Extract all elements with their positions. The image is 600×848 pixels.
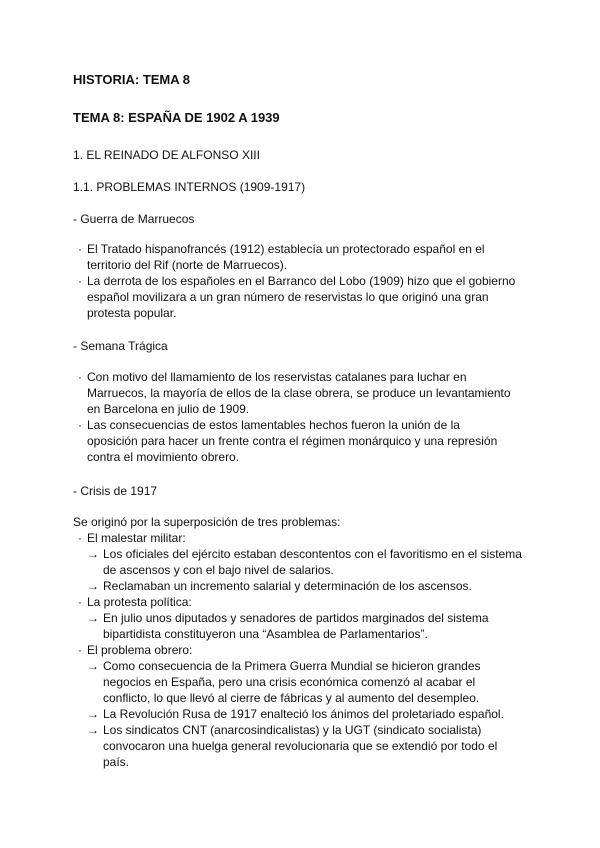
- paragraph-line: conflicto, lo que llevó al cierre de fábricas y al aumento del desempleo.: [103, 691, 480, 705]
- list-item-label: El malestar militar:: [87, 531, 186, 545]
- paragraph-line: oposición para hacer un frente contra el régimen monárquico y una represión: [87, 434, 498, 448]
- bullet-icon: ·: [78, 643, 82, 657]
- paragraph-line: bipartidista constituyeron una “Asamblea de Parlamentarios”.: [103, 627, 428, 641]
- paragraph-line: Con motivo del llamamiento de los reservistas catalanes para luchar en: [87, 370, 467, 384]
- list-item-label: La protesta política:: [87, 595, 192, 609]
- bullet-icon: ·: [78, 242, 82, 256]
- paragraph-line: Marruecos, la mayoría de ellos de la clase obrera, se produce un levantamiento: [87, 386, 511, 400]
- paragraph-line: negocios en España, pero una crisis económica comenzó al acabar el: [103, 675, 476, 689]
- document-subtitle: TEMA 8: ESPAÑA DE 1902 A 1939: [73, 110, 280, 125]
- topic-heading-marruecos: - Guerra de Marruecos: [73, 212, 195, 226]
- paragraph-line: de ascensos y con el bajo nivel de salarios.: [103, 563, 334, 577]
- arrow-icon: →: [87, 659, 99, 673]
- arrow-icon: →: [87, 707, 99, 721]
- list-item-label: El problema obrero:: [87, 643, 193, 657]
- paragraph-line: territorio del Rif (norte de Marruecos).: [87, 258, 288, 272]
- paragraph-line: convocaron una huelga general revolucionaria que se extendió por todo el: [103, 739, 498, 753]
- document-title: HISTORIA: TEMA 8: [73, 72, 191, 87]
- topic-heading-semana-tragica: - Semana Trágica: [73, 339, 168, 353]
- paragraph-line: Los oficiales del ejército estaban descontentos con el favoritismo en el sistema: [103, 547, 522, 561]
- bullet-icon: ·: [78, 595, 82, 609]
- paragraph-line: en Barcelona en julio de 1909.: [87, 402, 250, 416]
- bullet-icon: ·: [78, 531, 82, 545]
- paragraph-line: Las consecuencias de estos lamentables hechos fueron la unión de la: [87, 418, 460, 432]
- paragraph-line: Los sindicatos CNT (anarcosindicalistas) y la UGT (sindicato socialista): [103, 723, 482, 737]
- arrow-icon: →: [87, 579, 99, 593]
- paragraph-line: Como consecuencia de la Primera Guerra Mundial se hicieron grandes: [103, 659, 481, 673]
- arrow-icon: →: [87, 723, 99, 737]
- arrow-icon: →: [87, 611, 99, 625]
- topic-heading-crisis: - Crisis de 1917: [73, 484, 158, 498]
- paragraph-line: país.: [103, 755, 130, 769]
- bullet-icon: ·: [78, 370, 82, 384]
- paragraph-line: La derrota de los españoles en el Barranco del Lobo (1909) hizo que el gobierno: [87, 274, 516, 288]
- paragraph-line: protesta popular.: [87, 306, 177, 320]
- subsection-heading: 1.1. PROBLEMAS INTERNOS (1909-1917): [73, 180, 306, 194]
- section-heading: 1. EL REINADO DE ALFONSO XIII: [73, 148, 260, 162]
- paragraph-line: El Tratado hispanofrancés (1912) establecía un protectorado español en el: [87, 242, 485, 256]
- paragraph-line: Reclamaban un incremento salarial y determinación de los ascensos.: [103, 579, 472, 593]
- paragraph-line: En julio unos diputados y senadores de partidos marginados del sistema: [103, 611, 489, 625]
- paragraph-line: Se originó por la superposición de tres problemas:: [73, 515, 341, 529]
- arrow-icon: →: [87, 547, 99, 561]
- paragraph-line: contra el movimiento obrero.: [87, 450, 240, 464]
- bullet-icon: ·: [78, 418, 82, 432]
- paragraph-line: español movilizara a un gran número de reservistas lo que originó una gran: [87, 290, 489, 304]
- bullet-icon: ·: [78, 274, 82, 288]
- paragraph-line: La Revolución Rusa de 1917 enalteció los ánimos del proletariado español.: [103, 707, 504, 721]
